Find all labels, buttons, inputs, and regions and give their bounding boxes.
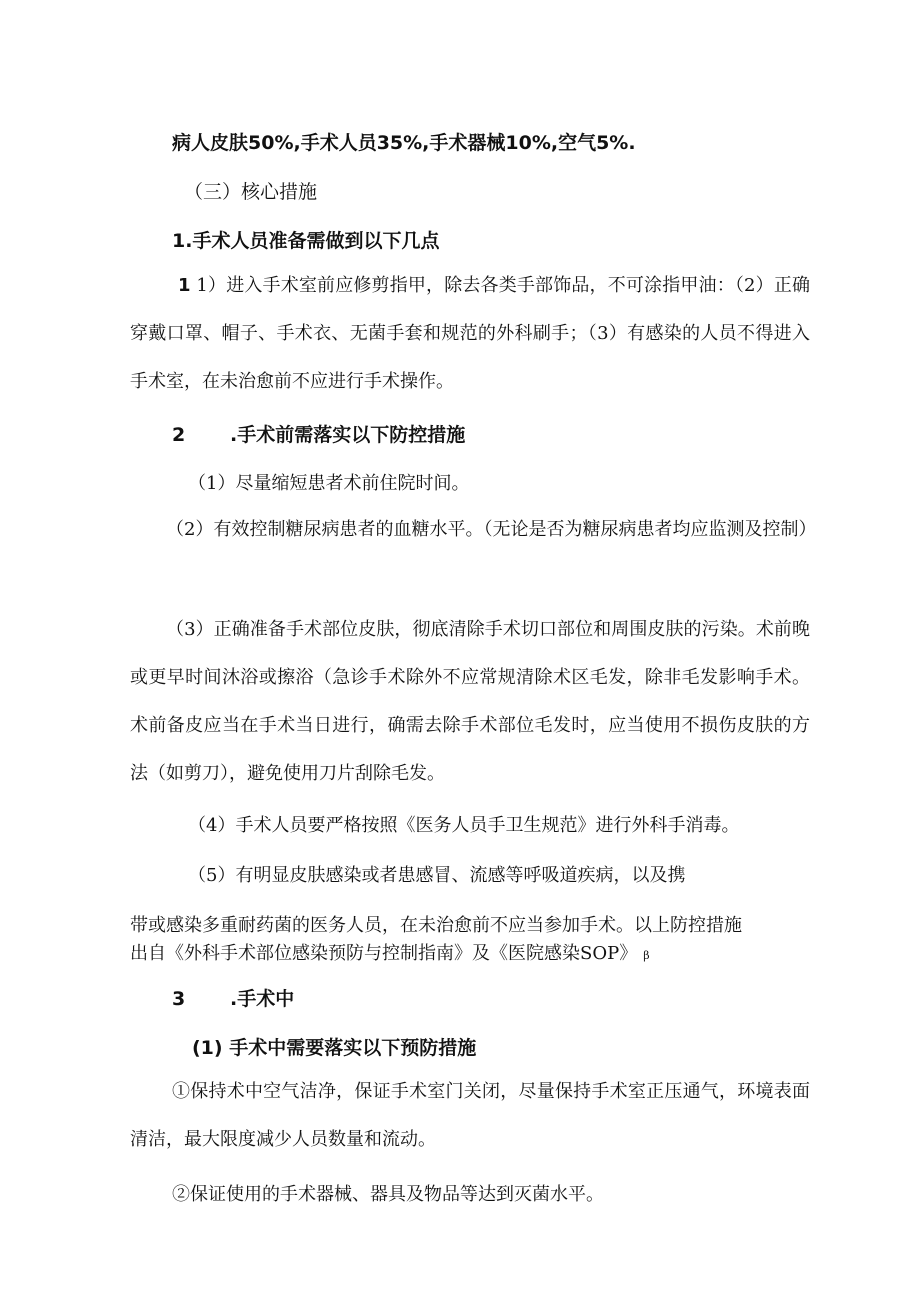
section-2-title-text: .手术前需落实以下防控措施 — [230, 424, 466, 446]
section-3-paragraph-2: ②保证使用的手术器械、器具及物品等达到灭菌水平。 — [172, 1184, 604, 1205]
section-2-item-3: （3）正确准备手术部位皮肤，彻底清除手术切口部位和周围皮肤的污染。术前晚或更早时间沐浴或擦浴（急诊手术除外不应常规清除术区毛发，除非毛发影响手术。术前备皮应当在手术当日进行，确需去除手术部位毛发时，应当使用不损伤皮肤的方法（如剪刀），避免使用刀片刮除毛发。 — [130, 619, 810, 784]
citation-mark: β — [643, 949, 650, 962]
section-2-item-5-continuation-2 — [130, 939, 650, 965]
section-2-item-2: （2）有效控制糖尿病患者的血糖水平。（无论是否为糖尿病患者均应监测及控制） — [166, 519, 817, 540]
section-1-title: 1.手术人员准备需做到以下几点 — [172, 230, 440, 252]
section-3-number: 3 — [172, 988, 186, 1010]
section-3-subheading-1: (1) 手术中需要落实以下预防措施 — [192, 1037, 477, 1059]
section-3-title — [172, 984, 294, 1011]
section-2-item-5-continuation-1: 带或感染多重耐药菌的医务人员，在未治愈前不应当参加手术。以上防控措施 — [130, 915, 742, 936]
section-3-paragraph-1: ①保持术中空气洁净，保证手术室门关闭，尽量保持手术室正压通气，环境表面清洁，最大限度减少人员数量和流动。 — [130, 1081, 810, 1150]
section-2-item-5: （5）有明显皮肤感染或者患感冒、流感等呼吸道疾病，以及携 — [188, 865, 686, 886]
section-2-number: 2 — [172, 424, 186, 446]
section-2-item-1: （1）尽量缩短患者术前住院时间。 — [188, 473, 470, 494]
section-2-item-4: （4）手术人员要严格按照《医务人员手卫生规范》进行外科手消毒。 — [188, 815, 740, 836]
section-1-item-marker: 1 — [178, 275, 191, 296]
section-3-title-text: .手术中 — [230, 988, 295, 1010]
source-citation-text: 出自《外科手术部位感染预防与控制指南》及《医院感染SOP》 — [130, 943, 638, 964]
infection-source-percentages: 病人皮肤50%,手术人员35%,手术器械10%,空气5%. — [172, 132, 636, 154]
section-1-body-text: 1）进入手术室前应修剪指甲，除去各类手部饰品，不可涂指甲油：（2）正确穿戴口罩、帽子、手术衣、无菌手套和规范的外科刷手；（3）有感染的人员不得进入手术室，在未治愈前不应进行手术操作。 — [130, 275, 810, 392]
section-heading-core-measures: （三）核心措施 — [184, 181, 318, 203]
section-2-title — [172, 420, 465, 447]
section-1-body — [130, 262, 810, 406]
